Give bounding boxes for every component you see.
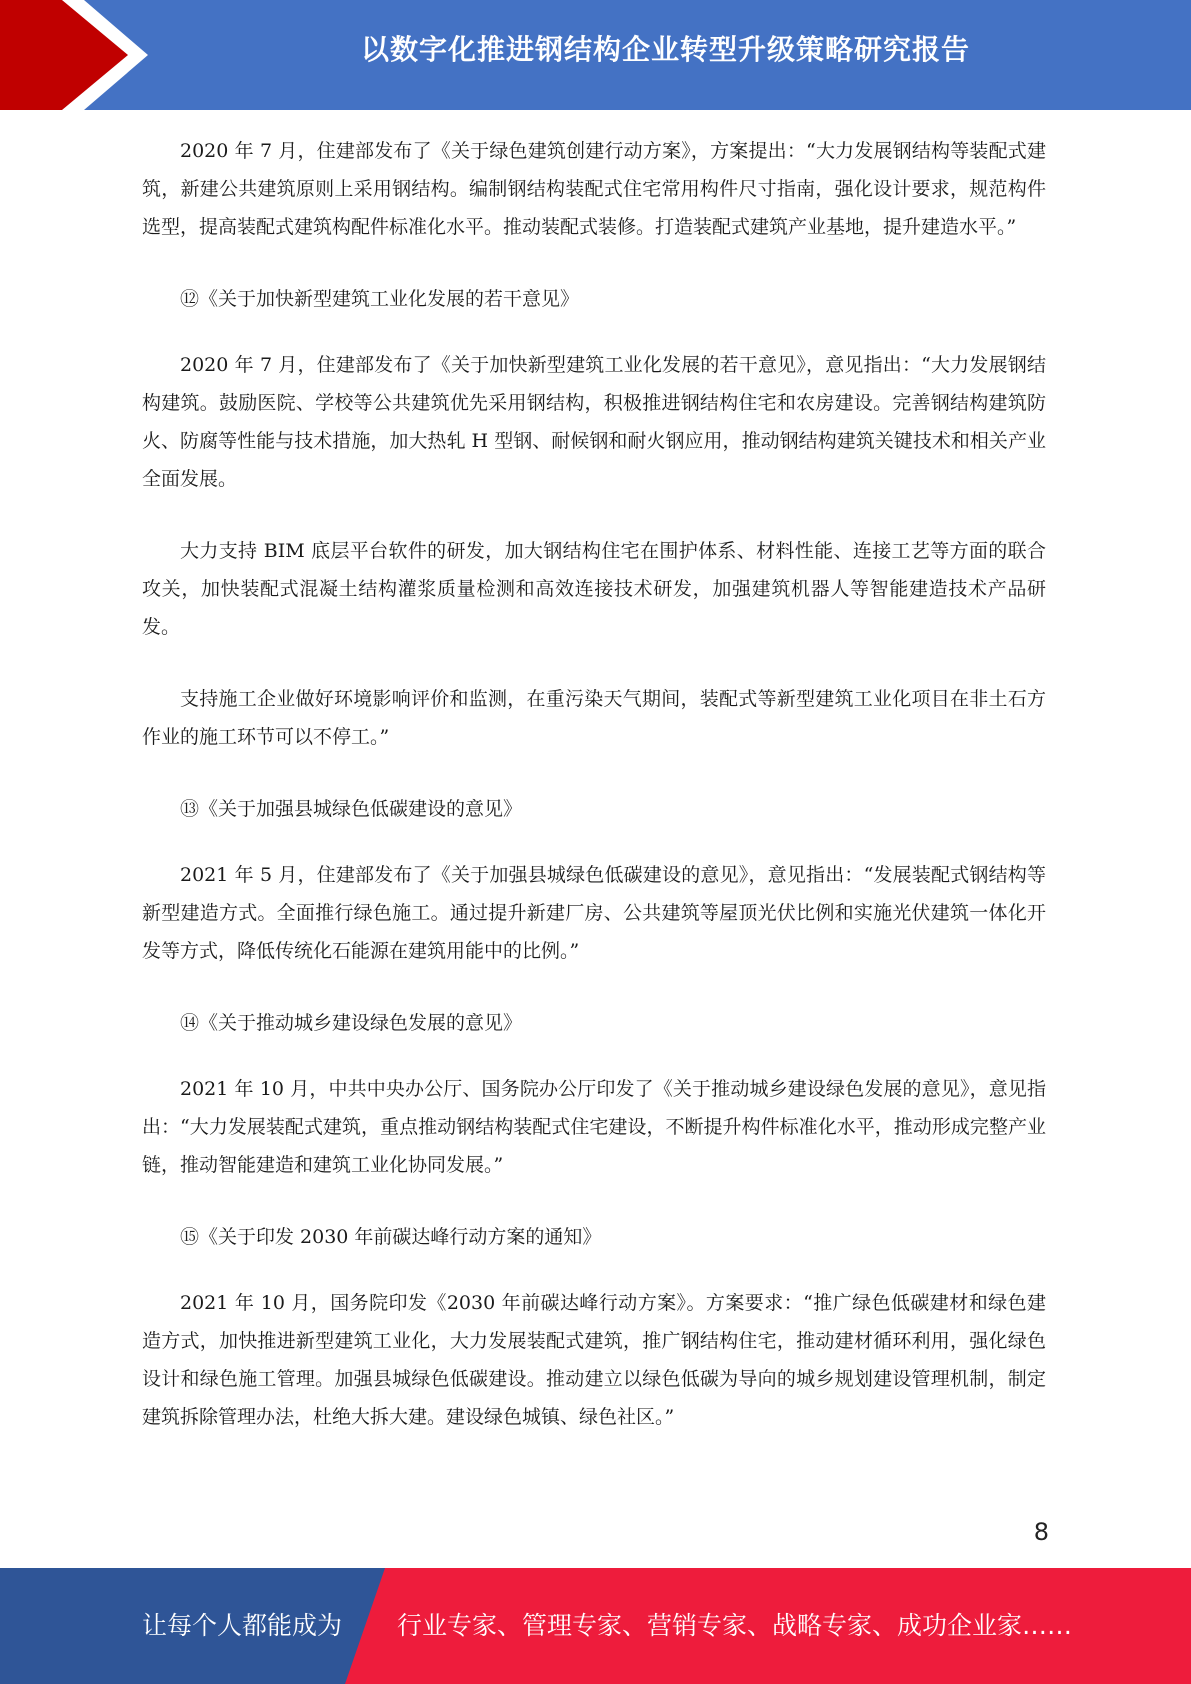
- footer-slogan-left: 让每个人都能成为: [142, 1611, 343, 1640]
- paragraph-bim-support: 大力支持 BIM 底层平台软件的研发，加大钢结构住宅在围护体系、材料性能、连接工艺等方面的联合攻关，加快装配式混凝土结构灌浆质量检测和高效连接技术研发，加强建筑机器人等智能建造技术产品研发。: [142, 540, 1046, 638]
- paragraph-carbon-peak-plan: 2021 年 10 月，国务院印发《2030 年前碳达峰行动方案》。方案要求：“推广绿色低碳建材和绿色建造方式，加快推进新型建筑工业化，大力发展装配式建筑，推广钢结构住宅，推动建材循环利用，强化绿色设计和绿色施工管理。加强县城绿色低碳建设。推动建立以绿色低碳为导向的城乡规划建设管理机制，制定建筑拆除管理办法，杜绝大拆大建。建设绿色城镇、绿色社区。”: [142, 1292, 1046, 1428]
- document-body: [142, 132, 1046, 1470]
- footer-slogan-right: 行业专家、管理专家、营销专家、战略专家、成功企业家……: [397, 1611, 1073, 1640]
- report-title: 以数字化推进钢结构企业转型升级策略研究报告: [360, 33, 970, 66]
- paragraph-construction-pollution: 支持施工企业做好环境影响评价和监测，在重污染天气期间，装配式等新型建筑工业化项目在非土石方作业的施工环节可以不停工。”: [142, 688, 1046, 748]
- paragraph-industrialization-opinion: 2020 年 7 月，住建部发布了《关于加快新型建筑工业化发展的若干意见》，意见指出：“大力发展钢结构建筑。鼓励医院、学校等公共建筑优先采用钢结构，积极推进钢结构住宅和农房建设。完善钢结构建筑防火、防腐等性能与技术措施，加大热轧 H 型钢、耐候钢和耐火钢应用，推动钢结构建筑关键技术和相关产业全面发展。: [142, 354, 1046, 490]
- item-heading-14: ⑭《关于推动城乡建设绿色发展的意见》: [180, 1012, 523, 1034]
- paragraph-county-low-carbon: 2021 年 5 月，住建部发布了《关于加强县城绿色低碳建设的意见》，意见指出：“发展装配式钢结构等新型建造方式。全面推行绿色施工。通过提升新建厂房、公共建筑等屋顶光伏比例和实施光伏建筑一体化开发等方式，降低传统化石能源在建筑用能中的比例。”: [142, 864, 1046, 962]
- item-heading-13: ⑬《关于加强县城绿色低碳建设的意见》: [180, 798, 523, 820]
- page-number: 8: [1033, 1518, 1049, 1546]
- paragraph-urban-rural-green: 2021 年 10 月，中共中央办公厅、国务院办公厅印发了《关于推动城乡建设绿色发展的意见》，意见指出：“大力发展装配式建筑，重点推动钢结构装配式住宅建设，不断提升构件标准化水平，推动形成完整产业链，推动智能建造和建筑工业化协同发展。”: [142, 1078, 1046, 1176]
- paragraph-green-building-plan: 2020 年 7 月，住建部发布了《关于绿色建筑创建行动方案》，方案提出：“大力发展钢结构等装配式建筑，新建公共建筑原则上采用钢结构。编制钢结构装配式住宅常用构件尺寸指南，强化设计要求，规范构件选型，提高装配式建筑构配件标准化水平。推动装配式装修。打造装配式建筑产业基地，提升建造水平。”: [142, 140, 1046, 238]
- page-footer: [0, 1568, 1191, 1684]
- item-heading-12: ⑫《关于加快新型建筑工业化发展的若干意见》: [180, 288, 580, 310]
- page-header: [0, 0, 1191, 110]
- item-heading-15: ⑮《关于印发 2030 年前碳达峰行动方案的通知》: [180, 1226, 602, 1248]
